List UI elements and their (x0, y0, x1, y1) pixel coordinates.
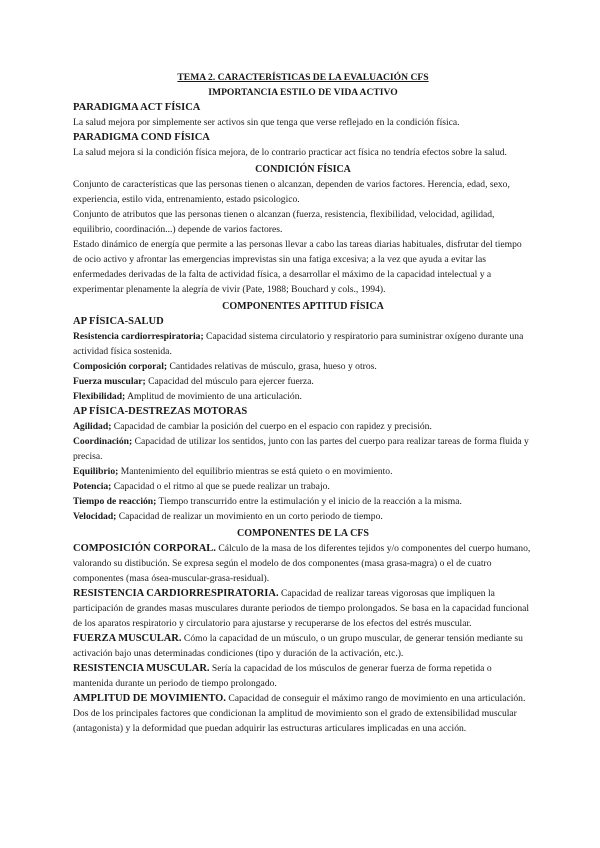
list-item (73, 464, 533, 479)
item-term: RESISTENCIA MUSCULAR. (73, 663, 210, 674)
list-item (73, 691, 533, 736)
item-term: COMPOSICIÓN CORPORAL. (73, 543, 216, 554)
list-item (73, 541, 533, 586)
document-subtitle: IMPORTANCIA ESTILO DE VIDA ACTIVO (208, 87, 398, 98)
list-item (73, 419, 533, 434)
item-term: Tiempo de reacción; (73, 496, 157, 507)
list-item (73, 389, 533, 404)
condicion-paragraph: Conjunto de atributos que las personas tienen o alcanzan (fuerza, resistencia, flexibilidad, velocidad, agilidad, equilibrio, coordinación...) depende de varios factores. (73, 209, 495, 235)
list-item (73, 359, 533, 374)
cfs-list (73, 541, 533, 736)
salud-heading: AP FÍSICA-SALUD (73, 316, 164, 327)
list-item (73, 661, 533, 691)
paradigm-act-text: La salud mejora por simplemente ser activos sin que tenga que verse reflejado en la condición física. (73, 117, 460, 128)
destrezas-list (73, 419, 533, 524)
document-page (73, 70, 533, 736)
item-term: Fuerza muscular; (73, 376, 146, 387)
item-term: Composición corporal; (73, 361, 168, 372)
list-item (73, 509, 533, 524)
destrezas-heading: AP FÍSICA-DESTREZAS MOTORAS (73, 406, 248, 417)
document-title: TEMA 2. CARACTERÍSTICAS DE LA EVALUACIÓN CFS (177, 72, 429, 83)
list-item (73, 374, 533, 389)
item-term: AMPLITUD DE MOVIMIENTO. (73, 693, 226, 704)
item-term: FUERZA MUSCULAR. (73, 633, 182, 644)
list-item (73, 329, 533, 359)
paradigm-act-heading: PARADIGMA ACT FÍSICA (73, 102, 201, 113)
item-text: Capacidad de realizar tareas vigorosas que impliquen la participación de grandes masas musculares durante periodos de tiempo prolongados. Se basa en la capacidad funcional de los aparatos respiratorio y circulatorio para ajustarse y recuperarse de los efectos del estrés muscular. (73, 588, 530, 629)
list-item (73, 494, 533, 509)
item-text: Mantenimiento del equilibrio mientras se está quieto o en movimiento. (118, 466, 393, 477)
item-term: Agilidad; (73, 421, 112, 432)
item-text: Cálculo de la masa de los diferentes tejidos y/o componentes del cuerpo humano, valorando su distibución. Se expresa según el modelo de dos componentes (masa grasa-magra) o el de cuatro componentes (masa ósea-muscular-grasa-residual). (73, 543, 531, 584)
item-term: Flexibilidad; (73, 391, 126, 402)
item-text: Capacidad del músculo para ejercer fuerza. (145, 376, 314, 387)
item-text: Capacidad de utilizar los sentidos, junto con las partes del cuerpo para realizar tareas de forma fluida y precisa. (73, 436, 529, 462)
item-term: Potencia; (73, 481, 112, 492)
salud-list (73, 329, 533, 404)
condicion-heading: CONDICIÓN FÍSICA (255, 164, 351, 175)
condicion-paragraph: Conjunto de características que las personas tienen o alcanzan, dependen de varios factores. Herencia, edad, sexo, experiencia, estilo vida, entrenamiento, estado psicologico. (73, 179, 510, 205)
item-term: Velocidad; (73, 511, 117, 522)
componentes-aptitud-heading: COMPONENTES APTITUD FÍSICA (222, 301, 384, 312)
item-text: Cantidades relativas de músculo, grasa, hueso y otros. (167, 361, 377, 372)
item-text: Capacidad de realizar un movimiento en un corto periodo de tiempo. (116, 511, 383, 522)
item-text: Amplitud de movimiento de una articulación. (125, 391, 302, 402)
list-item (73, 586, 533, 631)
item-term: Equilibrio; (73, 466, 119, 477)
componentes-cfs-heading: COMPONENTES DE LA CFS (237, 528, 369, 539)
list-item (73, 434, 533, 464)
list-item (73, 479, 533, 494)
item-text: Capacidad de cambiar la posición del cuerpo en el espacio con rapidez y precisión. (111, 421, 432, 432)
item-text: Capacidad sistema circulatorio y respiratorio para suministrar oxígeno durante una actividad física sostenida. (73, 331, 524, 357)
item-text: Sería la capacidad de los músculos de generar fuerza de forma repetida o mantenida durante un periodo de tiempo prolongado. (73, 663, 492, 689)
item-term: Coordinación; (73, 436, 133, 447)
paradigm-cond-heading: PARADIGMA COND FÍSICA (73, 132, 210, 143)
item-text: Cómo la capacidad de un músculo, o un grupo muscular, de generar tensión mediante su activación bajo unas determinadas condiciones (tipo y duración de la activación, etc.). (73, 633, 523, 659)
item-text: Tiempo transcurrido entre la estimulación y el inicio de la reacción a la misma. (156, 496, 462, 507)
item-text: Capacidad de conseguir el máximo rango de movimiento en una articulación. Dos de los principales factores que condicionan la amplitud de movimiento son el grado de extensibilidad muscular (antagonista) y la deformidad que puedan adquirir las estructuras articulares implicadas en una acción. (73, 693, 526, 734)
condicion-paragraph: Estado dinámico de energía que permite a las personas llevar a cabo las tareas diarias habituales, disfrutar del tiempo de ocio activo y afrontar las emergencias imprevistas sin una fatiga excesiva; a la vez que ayuda a evitar las enfermedades derivadas de la falta de actividad física, a desarrollar el máximo de la capacidad intelectual y a experimentar plenamente la alegría de vivir (Pate, 1988; Bouchard y cols., 1994). (73, 239, 522, 295)
item-term: RESISTENCIA CARDIORRESPIRATORIA. (73, 588, 279, 599)
item-text: Capacidad o el ritmo al que se puede realizar un trabajo. (111, 481, 330, 492)
item-term: Resistencia cardiorrespiratoria; (73, 331, 204, 342)
list-item (73, 631, 533, 661)
paradigm-cond-text: La salud mejora si la condición física mejora, de lo contrario practicar act física no tendría efectos sobre la salud. (73, 147, 507, 158)
